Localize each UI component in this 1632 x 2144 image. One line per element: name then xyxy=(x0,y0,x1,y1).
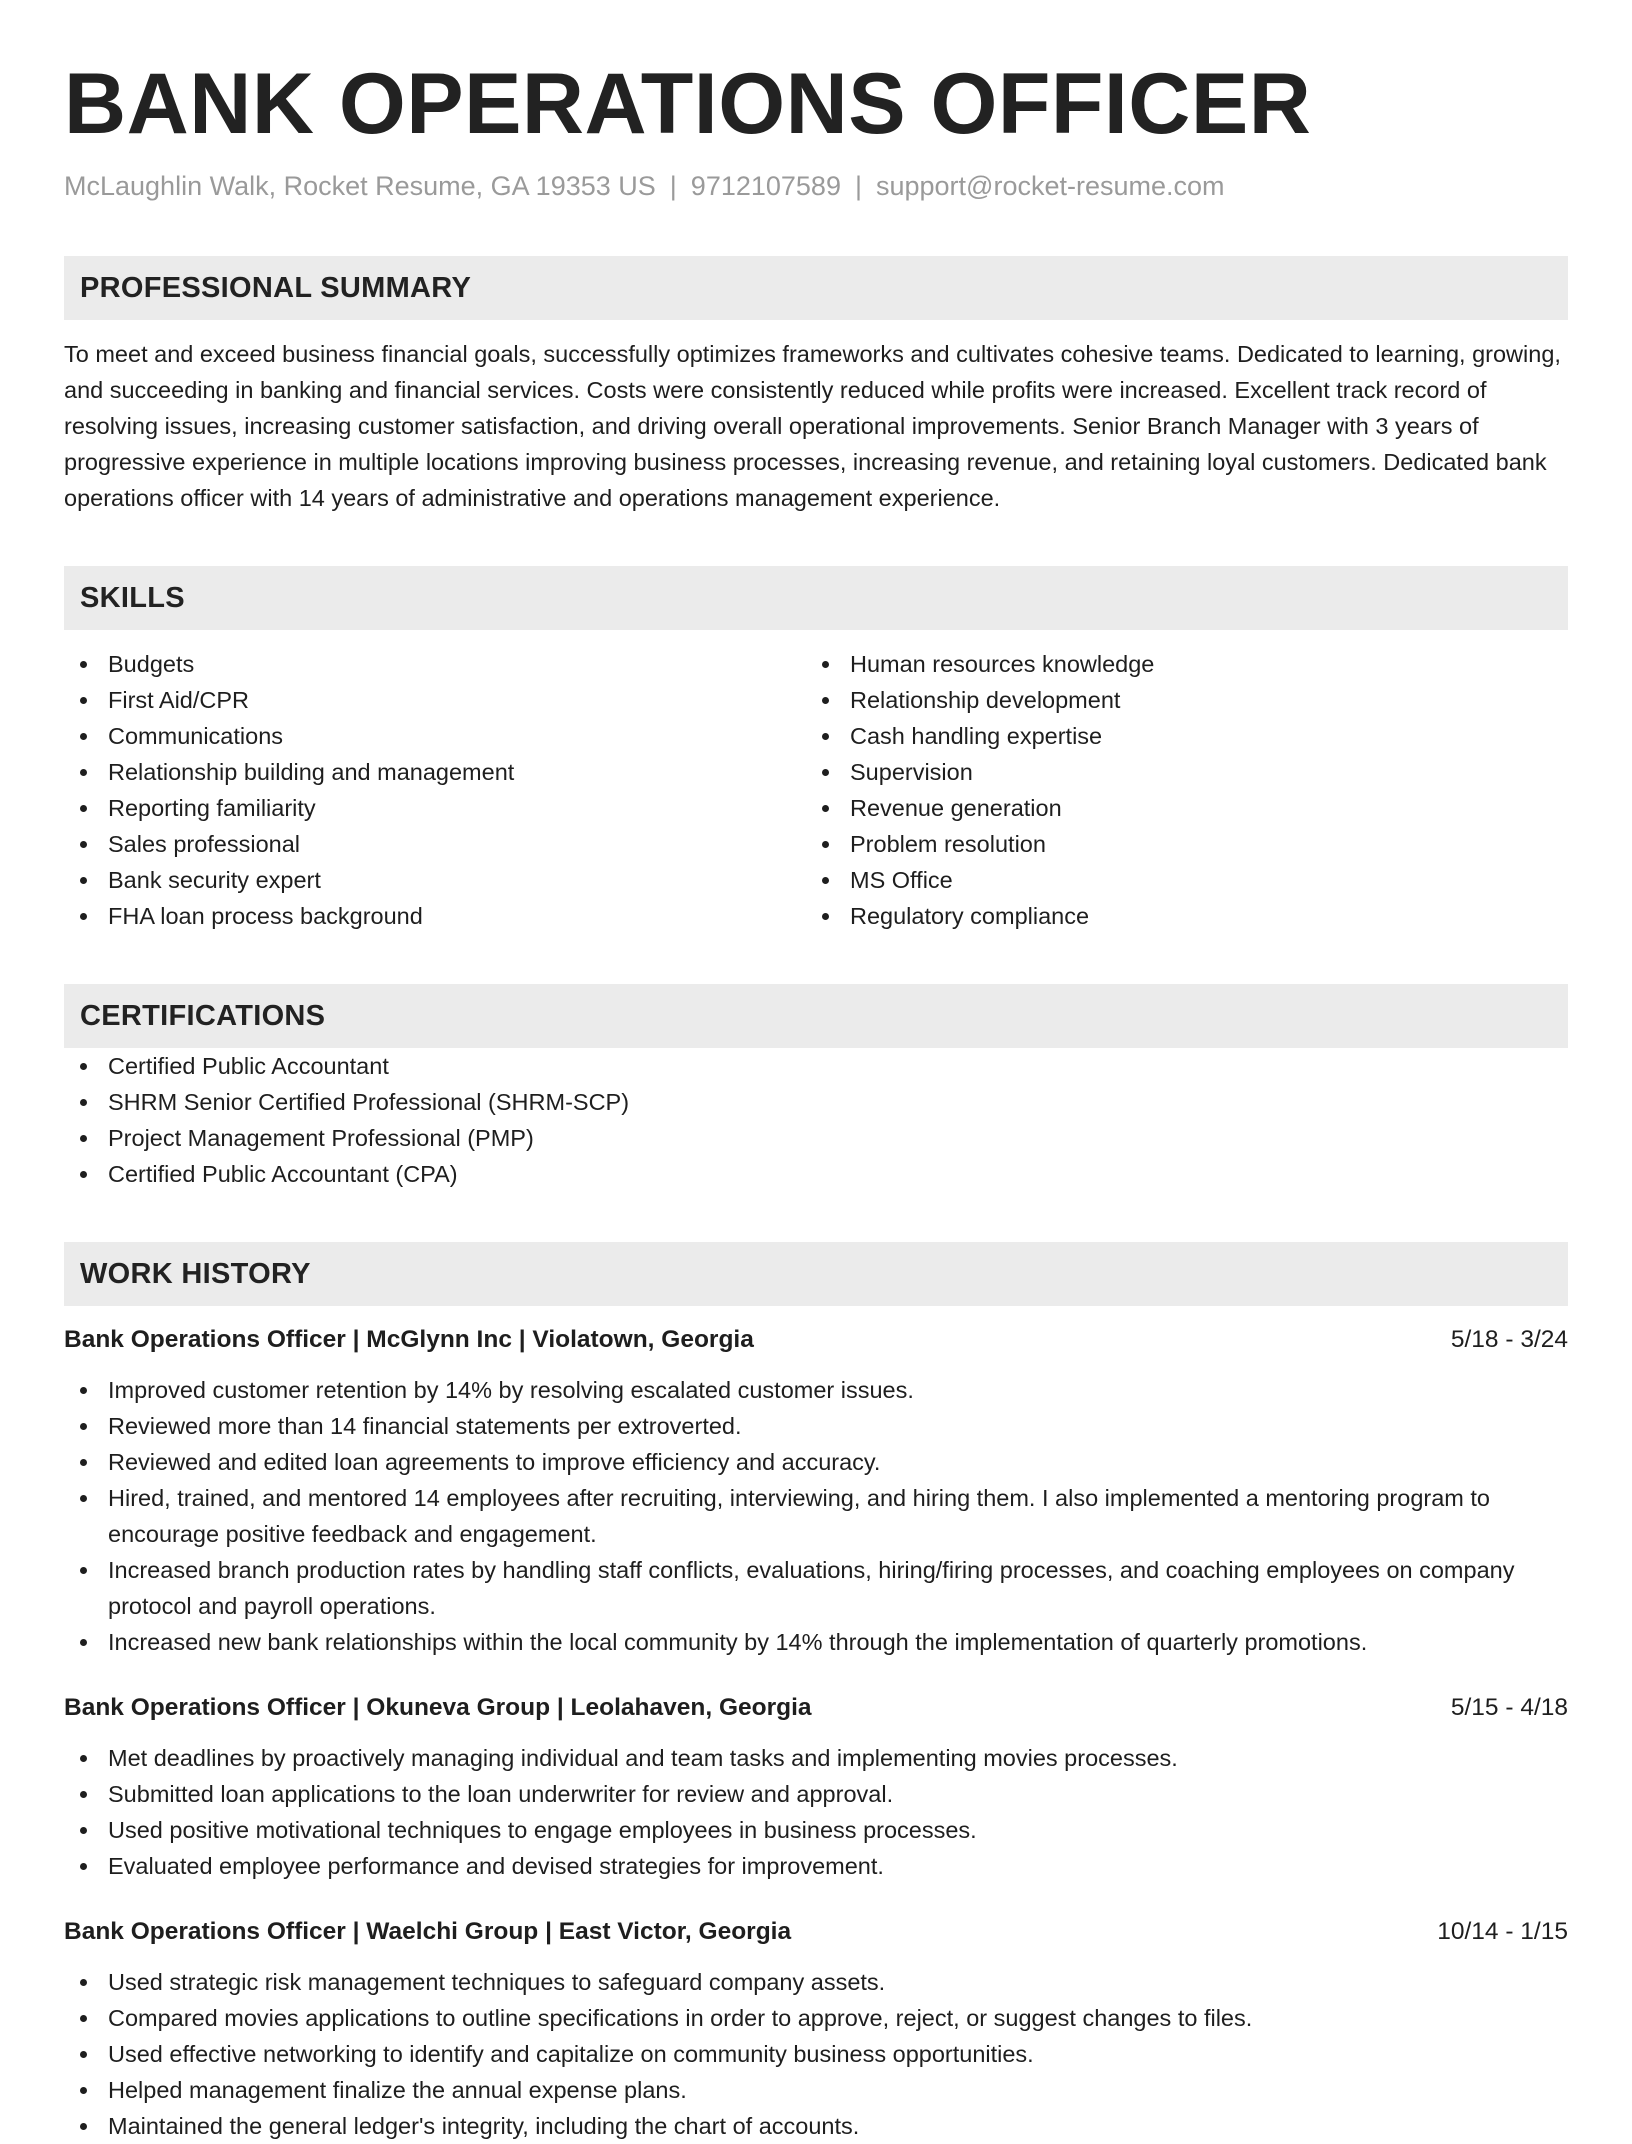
skill-item: FHA loan process background xyxy=(64,898,806,934)
job-bullets xyxy=(64,1964,1568,2144)
certification-item: SHRM Senior Certified Professional (SHRM-SCP) xyxy=(64,1084,1568,1120)
skill-item: Human resources knowledge xyxy=(806,646,1548,682)
job-bullet: Improved customer retention by 14% by resolving escalated customer issues. xyxy=(64,1372,1568,1408)
job-bullet: Helped management finalize the annual expense plans. xyxy=(64,2072,1568,2108)
skill-item: Regulatory compliance xyxy=(806,898,1548,934)
skill-item: Bank security expert xyxy=(64,862,806,898)
job-bullets xyxy=(64,1372,1568,1660)
skill-item: MS Office xyxy=(806,862,1548,898)
contact-separator: | xyxy=(669,171,677,201)
job-bullet: Increased new bank relationships within the local community by 14% through the implementation of quarterly promotions. xyxy=(64,1624,1568,1660)
summary-text: To meet and exceed business financial goals, successfully optimizes frameworks and cultivates cohesive teams. Dedicated to learning, growing, and succeeding in banking and financial services. Costs were consistently reduced while profits were increased. Excellent track record of resolving issues, increasing customer satisfaction, and driving overall operational improvements. Senior Branch Manager with 3 years of progressive experience in multiple locations improving business processes, increasing revenue, and retaining loyal customers. Dedicated bank operations officer with 14 years of administrative and operations management experience. xyxy=(64,341,1561,511)
job-bullet: Submitted loan applications to the loan underwriter for review and approval. xyxy=(64,1776,1568,1812)
job-header xyxy=(64,1914,1568,1950)
job-bullet: Met deadlines by proactively managing individual and team tasks and implementing movies processes. xyxy=(64,1740,1568,1776)
skill-item: Relationship development xyxy=(806,682,1548,718)
job-header xyxy=(64,1322,1568,1358)
skill-item: Communications xyxy=(64,718,806,754)
skill-item: First Aid/CPR xyxy=(64,682,806,718)
skill-item: Revenue generation xyxy=(806,790,1548,826)
job-bullet: Evaluated employee performance and devised strategies for improvement. xyxy=(64,1848,1568,1884)
certification-item: Certified Public Accountant (CPA) xyxy=(64,1156,1568,1192)
skill-item: Sales professional xyxy=(64,826,806,862)
section-header-skills: SKILLS xyxy=(64,566,1568,630)
resume-title: BANK OPERATIONS OFFICER xyxy=(64,56,1312,152)
skills-list-right xyxy=(806,646,1548,934)
skills-column-left xyxy=(64,646,806,934)
job-entry xyxy=(64,1690,1568,1884)
certifications-list xyxy=(64,1048,1568,1192)
job-bullet: Reviewed more than 14 financial statements per extroverted. xyxy=(64,1408,1568,1444)
skills-column-right xyxy=(806,646,1548,934)
contact-separator: | xyxy=(854,171,862,201)
contact-email: support@rocket-resume.com xyxy=(875,171,1225,201)
job-bullet: Used strategic risk management techniques to safeguard company assets. xyxy=(64,1964,1568,2000)
skills-grid xyxy=(64,646,1568,934)
job-dates: 10/14 - 1/15 xyxy=(1437,1918,1568,1945)
job-bullets xyxy=(64,1740,1568,1884)
certification-item: Project Management Professional (PMP) xyxy=(64,1120,1568,1156)
job-title: Bank Operations Officer | Waelchi Group | East Victor, Georgia xyxy=(64,1918,792,1945)
job-bullet: Maintained the general ledger's integrity, including the chart of accounts. xyxy=(64,2108,1568,2144)
certification-item: Certified Public Accountant xyxy=(64,1048,1568,1084)
skill-item: Budgets xyxy=(64,646,806,682)
job-dates: 5/15 - 4/18 xyxy=(1450,1694,1568,1721)
resume-page xyxy=(64,0,1568,2144)
skill-item: Supervision xyxy=(806,754,1548,790)
job-dates: 5/18 - 3/24 xyxy=(1450,1326,1568,1353)
job-bullet: Increased branch production rates by handling staff conflicts, evaluations, hiring/firing processes, and coaching employees on company protocol and payroll operations. xyxy=(64,1552,1568,1624)
job-title: Bank Operations Officer | McGlynn Inc | Violatown, Georgia xyxy=(64,1326,754,1353)
contact-address: McLaughlin Walk, Rocket Resume, GA 19353 US xyxy=(64,171,656,201)
skill-item: Problem resolution xyxy=(806,826,1548,862)
job-bullet: Hired, trained, and mentored 14 employees after recruiting, interviewing, and hiring them. I also implemented a mentoring program to encourage positive feedback and engagement. xyxy=(64,1480,1568,1552)
section-header-work-history: WORK HISTORY xyxy=(64,1242,1568,1306)
skill-item: Cash handling expertise xyxy=(806,718,1548,754)
job-bullet: Compared movies applications to outline specifications in order to approve, reject, or suggest changes to files. xyxy=(64,2000,1568,2036)
contact-line xyxy=(64,168,1568,204)
job-bullet: Reviewed and edited loan agreements to improve efficiency and accuracy. xyxy=(64,1444,1568,1480)
contact-phone: 9712107589 xyxy=(690,171,841,201)
job-bullet: Used positive motivational techniques to engage employees in business processes. xyxy=(64,1812,1568,1848)
skill-item: Relationship building and management xyxy=(64,754,806,790)
section-header-summary: PROFESSIONAL SUMMARY xyxy=(64,256,1568,320)
skill-item: Reporting familiarity xyxy=(64,790,806,826)
job-bullet: Used effective networking to identify and capitalize on community business opportunities. xyxy=(64,2036,1568,2072)
job-title: Bank Operations Officer | Okuneva Group | Leolahaven, Georgia xyxy=(64,1694,812,1721)
job-entry xyxy=(64,1914,1568,2144)
skills-list-left xyxy=(64,646,806,934)
job-header xyxy=(64,1690,1568,1726)
job-entry xyxy=(64,1322,1568,1660)
work-history-list xyxy=(64,1322,1568,2144)
section-header-certifications: CERTIFICATIONS xyxy=(64,984,1568,1048)
